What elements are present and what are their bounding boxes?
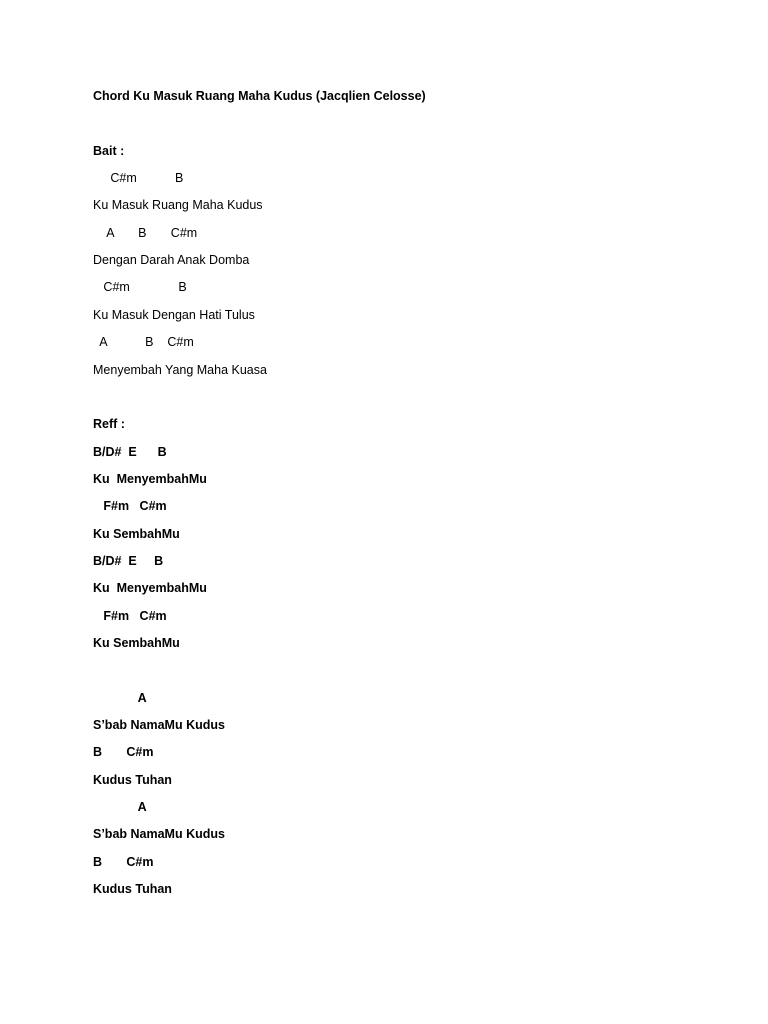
chord-line: B C#m bbox=[93, 855, 154, 869]
chord-line: B C#m bbox=[93, 745, 154, 759]
chord-line: F#m C#m bbox=[93, 499, 167, 513]
lyric-line: S’bab NamaMu Kudus bbox=[93, 827, 225, 841]
lyric-line: Ku SembahMu bbox=[93, 636, 180, 650]
chord-line: C#m B bbox=[93, 171, 184, 185]
chord-line: B/D# E B bbox=[93, 554, 164, 568]
lyric-line: Ku MenyembahMu bbox=[93, 472, 207, 486]
chord-line: B/D# E B bbox=[93, 445, 167, 459]
chord-line: A B C#m bbox=[93, 226, 198, 240]
document-title: Chord Ku Masuk Ruang Maha Kudus (Jacqlien Celosse) bbox=[93, 89, 426, 103]
lyric-line: Ku SembahMu bbox=[93, 527, 180, 541]
lyric-line: Menyembah Yang Maha Kuasa bbox=[93, 363, 267, 377]
chord-line: A B C#m bbox=[93, 335, 194, 349]
lyric-line: Ku Masuk Ruang Maha Kudus bbox=[93, 198, 263, 212]
lyric-line: Ku Masuk Dengan Hati Tulus bbox=[93, 308, 255, 322]
lyric-line: Dengan Darah Anak Domba bbox=[93, 253, 250, 267]
chord-line: C#m B bbox=[93, 280, 187, 294]
chord-line: A bbox=[93, 800, 147, 814]
chord-line: F#m C#m bbox=[93, 609, 167, 623]
lyric-line: Ku MenyembahMu bbox=[93, 581, 207, 595]
lyric-line: Kudus Tuhan bbox=[93, 773, 172, 787]
lyric-line: S’bab NamaMu Kudus bbox=[93, 718, 225, 732]
section-label-bait: Bait : bbox=[93, 144, 125, 158]
section-label-reff: Reff : bbox=[93, 417, 125, 431]
lyric-line: Kudus Tuhan bbox=[93, 882, 172, 896]
chord-line: A bbox=[93, 691, 147, 705]
